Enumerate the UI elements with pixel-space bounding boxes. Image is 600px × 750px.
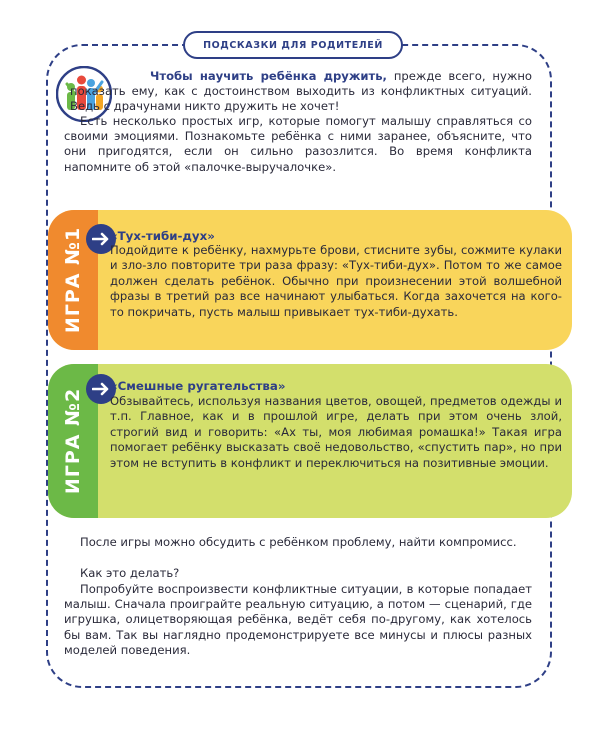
outro-paragraph-2: Как это делать? — [80, 566, 180, 580]
outro-paragraph-1: После игры можно обсудить с ребёнком проблему, найти компромисс. — [80, 535, 517, 549]
game-2-label: ИГРА №2 — [62, 387, 84, 495]
game-2-body: Обзывайтесь, используя названия цветов, овощей, предметов одежды и т.п. Главное, как и в прошлой игре, делать при этом очень злой, строгий вид и говорить: «Ах ты, моя любимая ромашка!» Такая игра помогает ребёнку высказать своё недовольство, «спустить пар», но при этом не вступить в конфликт и переключиться на позитивные эмоции. — [110, 394, 562, 470]
game-2-title: «Смешные ругательства» — [110, 379, 286, 393]
game-card-1 — [48, 210, 572, 350]
intro-lead: Чтобы научить ребёнка дружить, — [150, 69, 387, 83]
intro-rest: прежде всего, нужно показать ему, как с достоинством выходить из конфликтных ситуаций. Ведь с драчунами никто дружить не хочет! — [70, 69, 532, 114]
page-header — [183, 31, 403, 59]
header-title: ПОДСКАЗКИ ДЛЯ РОДИТЕЛЕЙ — [203, 39, 383, 51]
game-1-body: Подойдите к ребёнку, нахмурьте брови, стисните зубы, сожмите кулаки и зло-зло повторите три раза фразу: «Тух-тиби-дух». Потом то же самое должен сделать ребёнок. Обычно при произнесении этой волшебной фразы в третий раз все начинают улыбаться. Когда захочется на кого-то покричать, пусть малыш привыкает тух-тиби-духать. — [110, 243, 562, 319]
intro-paragraph-2: Есть несколько простых игр, которые помогут малышу справляться со своими эмоциями. Познакомьте ребёнка с ними заранее, объясните, что они пригодятся, если он сильно разозлится. Во время конфликта напомните об этой «палочке-выручалочке». — [64, 114, 532, 174]
game-card-2 — [48, 364, 572, 518]
game-1-label: ИГРА №1 — [62, 226, 84, 334]
outro-paragraph-3: Попробуйте воспроизвести конфликтные ситуации, в которые попадает малыш. Сначала проиграйте реальную ситуацию, а потом — сценарий, где игрушка, олицетворяющая ребёнка, ведёт себя по-другому, как хотелось бы вам. Так вы наглядно продемонстрируете все минусы и плюсы разных моделей поведения. — [64, 582, 532, 657]
game-1-title: «Тух-тиби-дух» — [110, 229, 215, 243]
intro-paragraph — [70, 69, 532, 115]
